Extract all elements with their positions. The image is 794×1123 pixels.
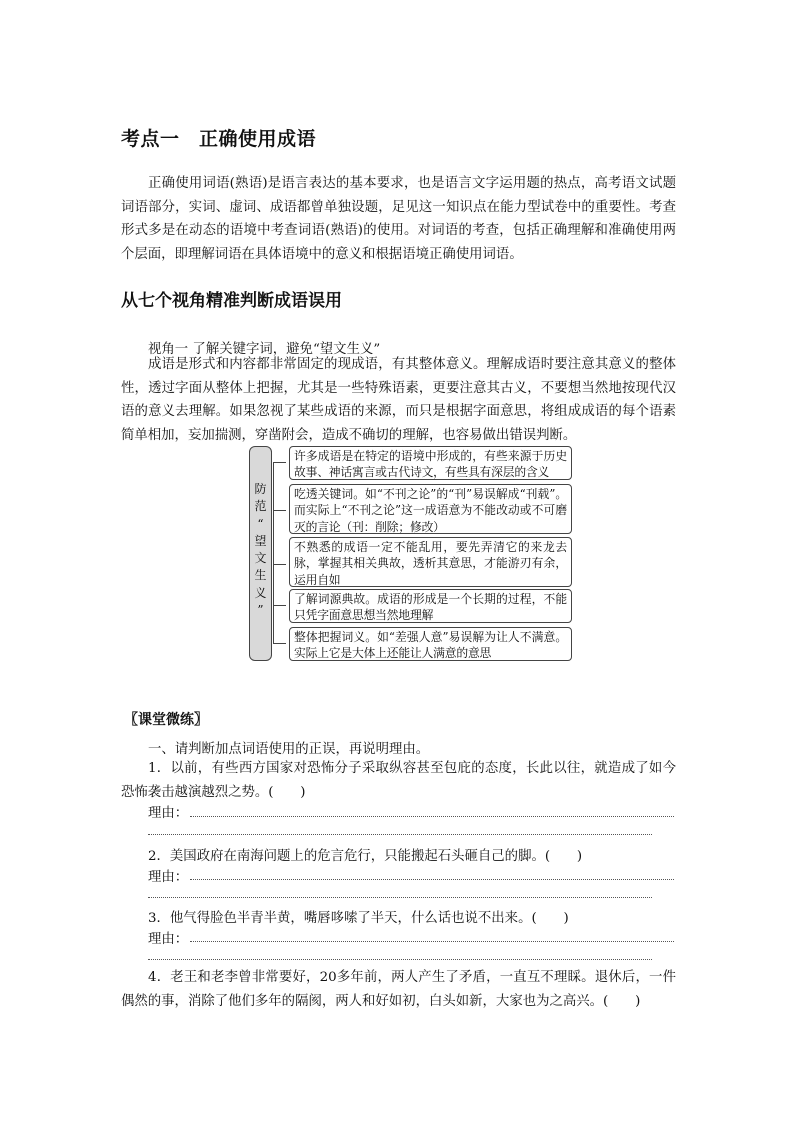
diagram-connector bbox=[273, 462, 286, 644]
diagram-box-5: 整体把握词义。如“差强人意”易误解为让人不满意。实际上它是大体上还能让人满意的意思 bbox=[289, 627, 572, 661]
practice-title: 〖课堂微练〗 bbox=[124, 712, 208, 728]
section-heading-kaodian-1: 考点一 正确使用成语 bbox=[121, 128, 317, 150]
diagram-label-char: 范 bbox=[254, 499, 267, 514]
diagram-label-bracket bbox=[249, 446, 272, 661]
question-2: 2．美国政府在南海问题上的危言危行，只能搬起石头砸自己的脚。( ) bbox=[148, 849, 583, 864]
question-3: 3．他气得脸色半青半黄，嘴唇哆嗦了半天，什么话也说不出来。( ) bbox=[148, 911, 569, 926]
connector-tick bbox=[274, 605, 286, 606]
diagram-box-3: 不熟悉的成语一定不能乱用，要先弄清它的来龙去脉，掌握其相关典故，透析其意思，才能游刃有余，运用自如 bbox=[289, 537, 572, 587]
answer-line[interactable] bbox=[148, 834, 652, 835]
diagram-label-text bbox=[250, 481, 271, 619]
question-4: 4．老王和老李曾非常要好，20多年前，两人产生了矛盾，一直互不理睬。退休后，一件偶然的事，消除了他们多年的隔阂，两人和好如初，白头如新，大家也为之高兴。( ) bbox=[121, 970, 676, 1009]
reason-label-3: 理由： bbox=[148, 932, 189, 947]
answer-line[interactable] bbox=[190, 941, 674, 942]
angle-1-title: 视角一 了解关键字词，避免“望文生义” bbox=[148, 342, 381, 357]
angle-1-body: 成语是形式和内容都非常固定的现成语，有其整体意义。理解成语时要注意其意义的整体性，透过字面从整体上把握，尤其是一些特殊语素，更要注意其古义，不要想当然地按现代汉语的意义去理解。如果忽视了某些成语的来源，而只是根据字面意思，将组成成语的每个语素简单相加，妄加揣测，穿凿附会，造成不确切的理解，也容易做出错误判断。 bbox=[121, 357, 676, 443]
diagram-box-4: 了解词源典故。成语的形成是一个长期的过程，不能只凭字面意思想当然地理解 bbox=[289, 589, 572, 623]
answer-line[interactable] bbox=[148, 897, 652, 898]
connector-tick bbox=[274, 643, 286, 644]
reason-label-2: 理由： bbox=[148, 870, 189, 885]
answer-line[interactable] bbox=[148, 959, 652, 960]
connector-tick bbox=[274, 462, 286, 463]
diagram-label-char: 防 bbox=[254, 482, 267, 496]
connector-tick bbox=[274, 564, 286, 565]
diagram-box-1: 许多成语是在特定的语境中形成的，有些来源于历史故事、神话寓言或古代诗文，有些具有深层的含义 bbox=[289, 446, 572, 480]
diagram-label-char: 义 bbox=[254, 585, 267, 600]
practice-instruction: 一、请判断加点词语使用的正误，再说明理由。 bbox=[148, 742, 430, 757]
diagram-label-char: 文 bbox=[254, 551, 267, 566]
diagram-label-char: 望 bbox=[254, 533, 267, 548]
answer-line[interactable] bbox=[190, 816, 674, 817]
connector-tick bbox=[274, 510, 286, 511]
reason-label-1: 理由： bbox=[148, 806, 189, 821]
diagram-label-char: ” bbox=[257, 603, 264, 618]
diagram-box-2: 吃透关键词。如“不刊之论”的“刊”易误解成“刊载”。而实际上“不刊之论”这一成语意为不能改动或不可磨灭的言论（刊：削除；修改） bbox=[289, 484, 572, 534]
answer-line[interactable] bbox=[190, 879, 674, 880]
intro-paragraph: 正确使用词语(熟语)是语言表达的基本要求，也是语言文字运用题的热点，高考语文试题词语部分，实词、虚词、成语都曾单独设题，足见这一知识点在能力型试卷中的重要性。考查形式多是在动态的语境中考查词语(熟语)的使用。对词语的考查，包括正确理解和准确使用两个层面，即理解词语在具体语境中的意义和根据语境正确使用词语。 bbox=[121, 176, 676, 262]
diagram-label-char: 生 bbox=[254, 568, 267, 583]
diagram-label-char: “ bbox=[257, 516, 264, 531]
question-1: 1．以前，有些西方国家对恐怖分子采取纵容甚至包庇的态度，长此以往，就造成了如今恐怖袭击越演越烈之势。( ) bbox=[121, 761, 676, 800]
subsection-heading-seven-angles: 从七个视角精准判断成语误用 bbox=[121, 291, 342, 311]
